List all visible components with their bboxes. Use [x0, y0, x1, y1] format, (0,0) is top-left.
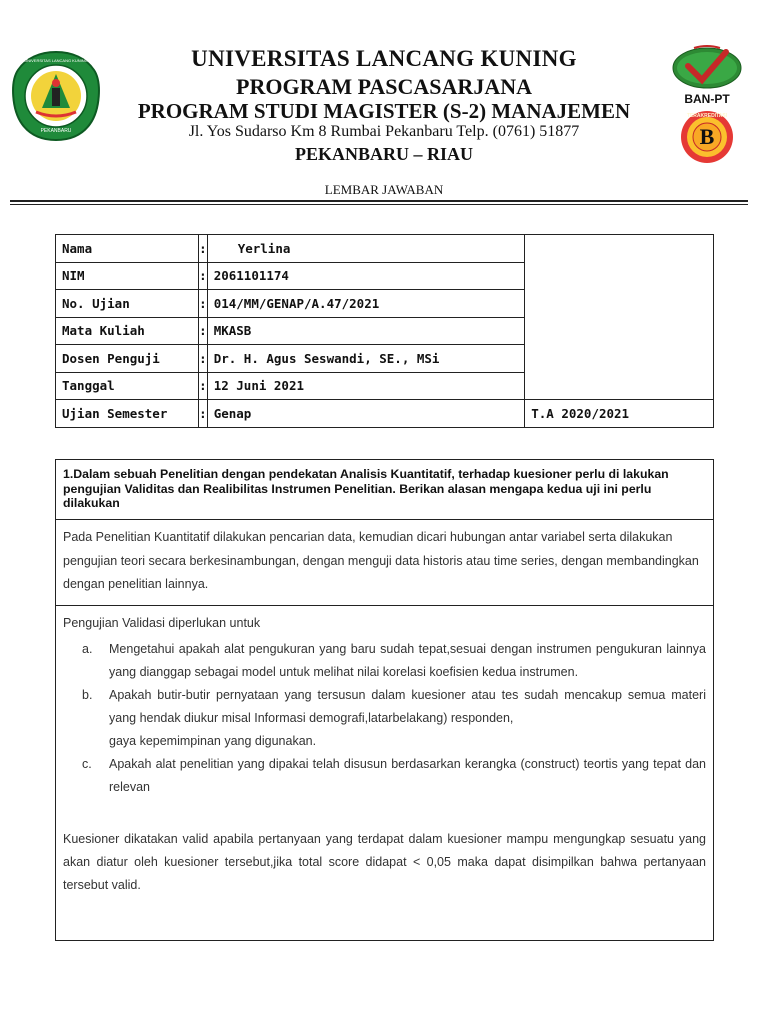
colon: :	[199, 400, 208, 428]
divider	[56, 519, 713, 520]
list-item	[82, 684, 706, 730]
label-no-ujian: No. Ujian	[56, 290, 199, 318]
label-mata-kuliah: Mata Kuliah	[56, 317, 199, 345]
student-info-table	[55, 234, 714, 428]
label-dosen-penguji: Dosen Penguji	[56, 345, 199, 373]
list-item	[82, 753, 706, 799]
colon: :	[199, 317, 208, 345]
header-rule-thick	[10, 200, 748, 202]
question-text: 1.Dalam sebuah Penelitian dengan pendekatan Analisis Kuantitatif, terhadap kuesioner perlu di lakukan pengujian Validitas dan Realibilitas Instrumen Penelitian. Berikan alasan mengapa kedua uji ini perlu dilakukan	[63, 467, 669, 510]
banpt-label: BAN-PT	[684, 92, 730, 106]
table-row	[56, 235, 714, 263]
colon: :	[199, 262, 208, 290]
label-ujian-semester: Ujian Semester	[56, 400, 199, 428]
logo-ring-text-bottom: PEKANBARU	[40, 128, 72, 134]
logo-ring-text-top: UNIVERSITAS LANCANG KUNING	[24, 58, 88, 63]
value-tanggal: 12 Juni 2021	[207, 372, 525, 400]
answer-paragraph-2: Pengujian Validasi diperlukan untuk	[63, 616, 261, 630]
colon: :	[199, 290, 208, 318]
list-marker: b.	[82, 688, 93, 702]
validation-reasons-list	[82, 638, 706, 799]
list-item	[82, 730, 706, 753]
table-row	[56, 400, 714, 428]
colon: :	[199, 235, 208, 263]
value-nama: Yerlina	[207, 235, 525, 263]
value-no-ujian: 014/MM/GENAP/A.47/2021	[207, 290, 525, 318]
header-rule-thin	[10, 204, 748, 205]
empty-side-cell	[525, 235, 714, 400]
list-item-text: Apakah butir-butir pernyataan yang tersusun dalam kuesioner atau tes sudah mencakup semua materi yang hendak diukur misal Informasi demografi,latarbelakang) responden,	[109, 688, 706, 725]
answer-paragraph-3: Kuesioner dikatakan valid apabila pertanyaan yang terdapat dalam kuesioner mampu mengungkap sesuatu yang akan diatur oleh kuesioner tersebut,jika total score didapat < 0,05 maka dapat disimpilkan bahwa pertanyaan tersebut valid.	[63, 832, 706, 892]
value-mata-kuliah: MKASB	[207, 317, 525, 345]
value-dosen-penguji: Dr. H. Agus Seswandi, SE., MSi	[207, 345, 525, 373]
label-tanggal: Tanggal	[56, 372, 199, 400]
city: PEKANBARU – RIAU	[294, 144, 473, 164]
list-marker: a.	[82, 642, 93, 656]
answer-paragraph-1: Pada Penelitian Kuantitatif dilakukan pencarian data, kemudian dicari hubungan antar variabel serta dilakukan pengujian teori secara berkesinambungan, dengan menguji data historis atau time series, dengan membandingkan dengan penelitian lainnya.	[63, 530, 699, 591]
list-item-text: Mengetahui apakah alat pengukuran yang baru sudah tepat,sesuai dengan instrumen pengukuran lainnya yang dianggap sebagai model untuk melihat nilai korelasi koefisien kedua instrumen.	[109, 642, 706, 679]
accreditation-ring-text: TERAKREDITASI	[686, 113, 728, 119]
answer-box	[55, 459, 714, 941]
program-name: PROGRAM PASCASARJANA	[236, 74, 532, 99]
sheet-title: LEMBAR JAWABAN	[324, 182, 444, 197]
label-nama: Nama	[56, 235, 199, 263]
value-nim: 2061101174	[207, 262, 525, 290]
list-item	[82, 638, 706, 684]
academic-year: T.A 2020/2021	[525, 400, 714, 428]
list-item-text: Apakah alat penelitian yang dipakai telah disusun berdasarkan kerangka (construct) teortis yang tepat dan relevan	[109, 757, 706, 794]
study-program-name: PROGRAM STUDI MAGISTER (S-2) MANAJEMEN	[137, 99, 631, 123]
address: Jl. Yos Sudarso Km 8 Rumbai Pekanbaru Telp. (0761) 51877	[188, 123, 580, 140]
colon: :	[199, 372, 208, 400]
accreditation-grade: B	[699, 124, 715, 149]
value-ujian-semester: Genap	[207, 400, 525, 428]
list-marker: c.	[82, 757, 92, 771]
university-name: UNIVERSITAS LANCANG KUNING	[191, 46, 577, 71]
divider	[56, 605, 713, 606]
list-item-text: gaya kepemimpinan yang digunakan.	[109, 734, 317, 748]
label-nim: NIM	[56, 262, 199, 290]
colon: :	[199, 345, 208, 373]
